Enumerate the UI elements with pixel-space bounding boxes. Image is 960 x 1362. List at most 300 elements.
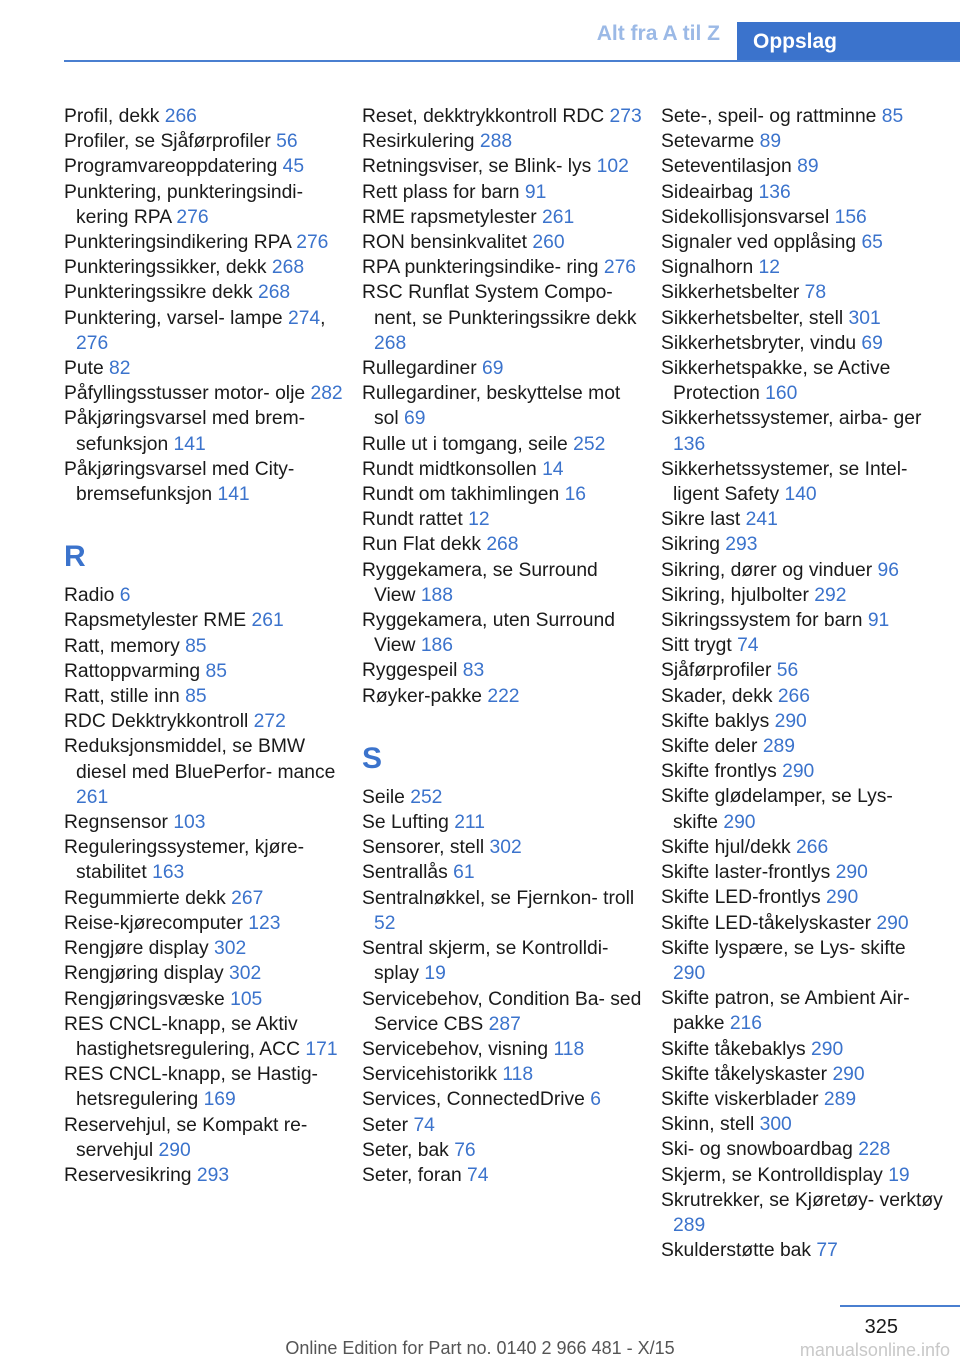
index-term: Signalhorn — [661, 257, 759, 279]
index-term: Run Flat dekk — [362, 534, 487, 556]
index-term: Skifte laster-frontlys — [661, 862, 836, 884]
page-reference-link[interactable]: 188 — [420, 584, 453, 606]
page-reference-link[interactable]: 69 — [482, 358, 504, 380]
index-entry — [362, 1087, 644, 1112]
index-term: Skifte lyspære, se Lys‐ skifte — [661, 937, 906, 959]
page-reference-link[interactable]: 61 — [453, 862, 475, 884]
index-entry — [661, 1062, 943, 1087]
index-entry — [64, 608, 346, 633]
index-entry — [64, 734, 346, 810]
index-term: Skrutrekker, se Kjøretøy‐ verktøy — [661, 1189, 943, 1211]
index-entry — [362, 532, 644, 557]
index-entry — [362, 1163, 644, 1188]
index-entry — [362, 129, 644, 154]
page-reference-link[interactable]: 290 — [826, 887, 859, 909]
page-reference-link[interactable]: 85 — [881, 106, 904, 127]
index-term: Skifte tåkebaklys — [661, 1038, 812, 1060]
page-reference-link[interactable]: 261 — [542, 206, 575, 228]
index-entry — [661, 558, 943, 583]
index-entry — [661, 104, 943, 129]
page-reference-link[interactable]: 266 — [796, 836, 829, 858]
index-letter-heading: S — [362, 741, 383, 775]
index-entry — [64, 634, 346, 659]
index-entry — [64, 936, 346, 961]
page-reference-link[interactable]: 302 — [229, 963, 262, 985]
index-entry — [362, 835, 644, 860]
index-entry — [362, 180, 644, 205]
page-reference-link[interactable]: 141 — [173, 433, 206, 455]
page-reference-link[interactable]: 52 — [374, 912, 396, 934]
index-term: Rengjøringsvæske — [64, 988, 231, 1010]
index-term: Rapsmetylester RME — [64, 610, 252, 632]
index-term: Skifte LED-frontlys — [661, 887, 827, 909]
page-reference-link[interactable]: 171 — [305, 1038, 338, 1060]
index-entry — [362, 104, 644, 129]
page-reference-link[interactable]: 74 — [413, 1114, 435, 1136]
page-reference-link[interactable]: 82 — [109, 358, 131, 380]
page-reference-link[interactable]: 12 — [468, 509, 490, 531]
index-term: Regnsensor — [64, 812, 174, 834]
chapter-tab: Oppslag — [737, 22, 960, 62]
index-entry — [64, 180, 346, 230]
index-term: Røyker-pakke — [362, 685, 488, 707]
footer-rule — [840, 1305, 960, 1307]
index-term: Sikkerhetssystemer, airba‐ ger — [661, 408, 922, 430]
index-term: Skinn, stell — [661, 1114, 760, 1136]
index-entry — [661, 154, 943, 179]
index-letter-heading: R — [64, 540, 86, 574]
page-reference-link[interactable]: 160 — [765, 383, 798, 405]
index-term: Sikkerhetsbryter, vindu — [661, 332, 862, 354]
index-entry — [64, 835, 346, 885]
index-term: Profil, dekk — [64, 106, 165, 127]
index-term: Sikring, hjulbolter — [661, 584, 815, 606]
index-term: Sentral skjerm, se Kontrolldi‐ splay — [362, 938, 609, 985]
index-entry — [64, 911, 346, 936]
page-reference-link[interactable]: 16 — [564, 484, 587, 506]
index-term: Seter — [362, 1114, 414, 1136]
page-reference-link[interactable]: 266 — [777, 685, 810, 707]
index-entry — [64, 356, 346, 381]
page-reference-link[interactable]: 261 — [251, 610, 284, 632]
index-entry — [362, 1037, 644, 1062]
page-reference-link[interactable]: 56 — [776, 660, 799, 682]
index-entry — [661, 1112, 943, 1137]
page-reference-link[interactable]: 163 — [152, 862, 185, 884]
index-term: Skifte viskerblader — [661, 1088, 824, 1110]
index-entry — [64, 810, 346, 835]
index-term: Påkjøringsvarsel med City‐ bremsefunksjon — [64, 458, 295, 506]
page-reference-link[interactable]: 216 — [729, 1013, 762, 1035]
index-entry — [661, 986, 943, 1036]
index-term: Servicebehov, visning — [362, 1038, 554, 1060]
index-entry — [362, 886, 644, 936]
index-term: Skifte frontlys — [661, 761, 783, 783]
page-reference-link[interactable]: 273 — [609, 106, 642, 127]
index-term: RES CNCL-knapp, se Aktiv hastighetsregulering, ACC — [64, 1013, 306, 1060]
index-entry — [64, 886, 346, 911]
index-entry — [661, 356, 943, 406]
index-entry — [362, 154, 644, 179]
index-entry — [64, 154, 346, 179]
index-entry — [661, 911, 943, 936]
page-reference-link[interactable]: 292 — [814, 584, 847, 606]
page-reference-link[interactable]: 287 — [488, 1013, 521, 1035]
index-term: Skifte tåkelyskaster — [661, 1063, 833, 1085]
index-entry — [661, 860, 943, 885]
index-term: Services, ConnectedDrive — [362, 1089, 591, 1111]
page-reference-link[interactable]: 268 — [271, 257, 305, 279]
page-reference-link[interactable]: 105 — [230, 988, 263, 1010]
page-reference-link[interactable]: 276 — [76, 332, 109, 354]
index-entry — [661, 608, 943, 633]
index-entry — [64, 129, 346, 154]
index-term: Seter, bak — [362, 1139, 455, 1161]
page-reference-link[interactable]: 169 — [203, 1089, 236, 1111]
page-reference-link[interactable]: 290 — [723, 811, 756, 833]
index-term: RDC Dekktrykkontroll — [64, 711, 254, 733]
index-entry — [661, 280, 943, 305]
index-entry — [362, 810, 644, 835]
index-entry — [64, 987, 346, 1012]
page-reference-link[interactable]: 56 — [276, 131, 298, 153]
index-term: Sikkerhetsbelter — [661, 282, 805, 304]
index-entry — [64, 1163, 346, 1188]
index-term: Sikkerhetssystemer, se Intel‐ ligent Safety — [661, 458, 908, 506]
page-reference-link[interactable]: 290 — [811, 1038, 844, 1060]
page-reference-link[interactable]: 14 — [542, 458, 564, 480]
page-reference-link[interactable]: 69 — [861, 332, 883, 354]
index-term: Påkjøringsvarsel med brem‐ sefunksjon — [64, 408, 306, 455]
index-term: Profiler, se Sjåførprofiler — [64, 131, 277, 153]
page-reference-link[interactable]: 6 — [590, 1089, 601, 1111]
page-reference-link[interactable]: 78 — [804, 282, 827, 304]
index-term: Sete-, speil- og rattminne — [661, 106, 882, 127]
page-reference-link[interactable]: 228 — [858, 1139, 891, 1161]
page-reference-link[interactable]: 77 — [816, 1240, 838, 1262]
index-entry — [661, 784, 943, 834]
index-term: Sentrallås — [362, 862, 454, 884]
index-term: Skjerm, se Kontrolldisplay — [661, 1164, 889, 1186]
index-entry — [64, 406, 346, 456]
page-reference-link[interactable]: 268 — [257, 282, 291, 304]
index-entry — [362, 1062, 644, 1087]
index-term: Skifte hjul/dekk — [661, 836, 797, 858]
page-reference-link[interactable]: 45 — [282, 156, 305, 178]
index-term: Reservesikring — [64, 1164, 197, 1186]
index-term: Rundt midtkonsollen — [362, 458, 543, 480]
page-reference-link[interactable]: 12 — [758, 257, 780, 279]
index-term: Sidekollisjonsvarsel — [661, 206, 835, 228]
index-term: Pute — [64, 358, 110, 380]
index-term: Sikkerhetsbelter, stell — [661, 307, 849, 329]
index-entry — [661, 507, 943, 532]
page-reference-link[interactable]: 19 — [888, 1164, 910, 1186]
page-reference-link[interactable]: 136 — [673, 433, 706, 455]
index-entry — [362, 785, 644, 810]
page-reference-link[interactable]: 274 — [287, 307, 321, 329]
page-reference-link[interactable]: 91 — [524, 181, 547, 203]
index-term: Punkteringssikre dekk — [64, 282, 258, 304]
page-reference-link[interactable]: 289 — [823, 1088, 857, 1110]
index-term: Ryggespeil — [362, 660, 463, 682]
index-entry — [64, 583, 346, 608]
page-header — [0, 0, 960, 64]
index-entry — [64, 230, 346, 255]
index-term: RME rapsmetylester — [362, 206, 542, 228]
index-term: RSC Runflat System Compo‐ nent, se Punkteringssikre dekk — [362, 282, 637, 329]
index-term: Rulle ut i tomgang, seile — [362, 433, 574, 455]
index-entry — [362, 356, 644, 381]
page-reference-link[interactable]: 141 — [217, 484, 250, 506]
page-reference-link[interactable]: 266 — [164, 106, 197, 127]
page-reference-link[interactable]: 290 — [782, 761, 815, 783]
page-reference-link[interactable]: 268 — [486, 534, 519, 556]
index-entry — [64, 104, 346, 129]
index-term: Reise-kjørecomputer — [64, 912, 249, 934]
index-term: Rattoppvarming — [64, 660, 206, 682]
page-reference-link[interactable]: 89 — [759, 131, 782, 153]
index-entry — [362, 1113, 644, 1138]
index-term: RON bensinkvalitet — [362, 232, 533, 254]
index-entry — [661, 633, 943, 658]
index-entry — [64, 457, 346, 507]
index-term: Rett plass for barn — [362, 181, 525, 203]
index-entry — [661, 255, 943, 280]
index-entry — [661, 1163, 943, 1188]
page-reference-link[interactable]: 276 — [296, 232, 329, 254]
index-entry — [362, 987, 644, 1037]
index-entry — [362, 684, 644, 709]
page-reference-link[interactable]: 282 — [310, 383, 343, 405]
page-reference-link[interactable]: 123 — [248, 912, 281, 934]
page-reference-link[interactable]: 85 — [185, 635, 207, 657]
index-term: Sikring — [661, 534, 726, 556]
index-entry: Punktering, varsel‐ lampe 274, 276 — [64, 307, 326, 354]
index-term: Reduksjonsmiddel, se BMW diesel med BluePerfor‐ mance — [64, 736, 336, 783]
index-entry — [661, 457, 943, 507]
index-entry — [661, 709, 943, 734]
index-term: Sitt trygt — [661, 635, 738, 657]
index-term: Sikring, dører og vinduer — [661, 559, 878, 581]
page-reference-link[interactable]: 118 — [502, 1064, 534, 1086]
section-title: Alt fra A til Z — [596, 22, 720, 45]
page-reference-link[interactable]: 289 — [762, 736, 795, 758]
index-term: Rullegardiner — [362, 358, 483, 380]
index-entry — [661, 180, 943, 205]
page-reference-link[interactable]: 290 — [673, 962, 706, 984]
index-entry — [362, 432, 644, 457]
index-term: Ski- og snowboardbag — [661, 1139, 859, 1161]
page-reference-link[interactable]: 302 — [489, 837, 522, 859]
page-reference-link[interactable]: 222 — [487, 685, 520, 707]
page-reference-link[interactable]: 6 — [119, 585, 131, 607]
page-reference-link[interactable]: 65 — [861, 232, 883, 254]
index-term: Ratt, memory — [64, 635, 186, 657]
index-entry — [661, 759, 943, 784]
index-entry — [64, 1012, 346, 1062]
index-term: Retningsviser, se Blink‐ lys — [362, 156, 597, 178]
page-number: 325 — [864, 1316, 898, 1338]
page-reference-link[interactable]: 276 — [603, 257, 637, 279]
index-entry — [64, 1062, 346, 1112]
page-reference-link[interactable]: 261 — [76, 786, 109, 808]
page-reference-link[interactable]: 268 — [374, 332, 407, 354]
index-term: Skifte deler — [661, 736, 763, 758]
index-term: Ryggekamera, uten Surround View — [362, 610, 615, 657]
index-term: Rengjøring display — [64, 963, 230, 985]
index-term: Rengjøre display — [64, 938, 215, 960]
page-reference-link[interactable]: 91 — [867, 610, 890, 632]
index-entry — [661, 306, 943, 331]
index-term: Skifte LED-tåkelyskaster — [661, 912, 877, 934]
page-reference-link[interactable]: 118 — [553, 1038, 585, 1060]
page-reference-link[interactable]: 156 — [834, 206, 867, 228]
index-entry — [362, 457, 644, 482]
page-reference-link[interactable]: 290 — [158, 1139, 191, 1161]
index-term: Se Lufting — [362, 812, 455, 834]
index-term: Servicehistorikk — [362, 1064, 503, 1086]
index-entry — [64, 1113, 346, 1163]
index-term: Reguleringssystemer, kjøre‐ stabilitet — [64, 837, 305, 884]
index-term: Radio — [64, 585, 120, 607]
page-reference-link[interactable]: 267 — [231, 887, 264, 909]
index-term: Seile — [362, 786, 411, 808]
index-entry — [661, 885, 943, 910]
index-entry — [661, 532, 943, 557]
index-term: Sjåførprofiler — [661, 660, 777, 682]
index-term: Sensorer, stell — [362, 837, 490, 859]
index-term: Skifte glødelamper, se Lys‐ skifte — [661, 786, 893, 833]
index-entry — [362, 280, 644, 356]
page-reference-link[interactable]: 69 — [404, 408, 426, 430]
index-entry — [362, 230, 644, 255]
page-reference-link[interactable]: 252 — [573, 433, 606, 455]
page-reference-link[interactable]: 290 — [832, 1063, 865, 1085]
page-reference-link[interactable]: 290 — [774, 710, 807, 732]
header-rule — [64, 60, 960, 62]
page-reference-link[interactable]: 74 — [467, 1164, 489, 1186]
page-reference-link[interactable]: 85 — [185, 686, 207, 708]
page-reference-link[interactable]: 260 — [532, 232, 565, 254]
index-term: Seter, foran — [362, 1164, 468, 1186]
page-reference-link[interactable]: 83 — [462, 660, 485, 682]
index-entry — [362, 482, 644, 507]
page-reference-link[interactable]: 102 — [596, 156, 629, 178]
index-term: Sentralnøkkel, se Fjernkon‐ troll — [362, 887, 635, 909]
index-entry — [661, 1037, 943, 1062]
index-entry — [362, 381, 644, 431]
index-entry — [64, 280, 346, 305]
index-term: Ryggekamera, se Surround View — [362, 559, 598, 606]
index-term: Seteventilasjon — [661, 156, 798, 178]
page-reference-link[interactable]: 96 — [877, 559, 899, 581]
index-entry — [661, 1238, 943, 1263]
index-entry — [661, 331, 943, 356]
watermark: manualsonline.info — [799, 1340, 950, 1360]
index-entry — [362, 1138, 644, 1163]
index-entry — [661, 658, 943, 683]
page-reference-link[interactable]: 19 — [424, 963, 446, 985]
page-reference-link[interactable]: 290 — [876, 912, 909, 934]
page-reference-link[interactable]: 290 — [835, 862, 868, 884]
index-entry — [661, 583, 943, 608]
index-column-2 — [362, 104, 644, 1188]
index-entry — [661, 936, 943, 986]
index-entry — [362, 205, 644, 230]
index-entry — [661, 205, 943, 230]
index-entry — [64, 709, 346, 734]
page-reference-link[interactable]: 89 — [797, 156, 819, 178]
page-reference-link[interactable]: 293 — [196, 1164, 230, 1186]
index-entry — [661, 1137, 943, 1162]
index-column-1 — [64, 104, 346, 1188]
index-entry — [64, 255, 346, 280]
page-reference-link[interactable]: 289 — [673, 1214, 706, 1236]
page-reference-link[interactable]: 272 — [253, 711, 286, 733]
page-reference-link[interactable]: 186 — [420, 635, 453, 657]
index-entry — [362, 507, 644, 532]
index-term: Setevarme — [661, 131, 760, 153]
page-reference-link[interactable]: 74 — [737, 635, 759, 657]
index-term: Skifte patron, se Ambient Air- pakke — [661, 988, 910, 1035]
page-reference-link[interactable]: 252 — [410, 786, 443, 808]
index-entry — [362, 936, 644, 986]
index-term: Resirkulering — [362, 131, 480, 153]
page-reference-link[interactable]: 136 — [758, 181, 791, 203]
index-term: Punktering, punkteringsindi‐ kering RPA — [64, 181, 304, 228]
page-reference-link[interactable]: 300 — [759, 1114, 792, 1136]
index-term: Sikkerhetspakke, se Active Protection — [661, 358, 891, 405]
index-entry — [362, 860, 644, 885]
page-reference-link[interactable]: 302 — [214, 938, 247, 960]
index-term: Sikre last — [661, 509, 746, 531]
page-reference-link[interactable]: 301 — [848, 307, 881, 329]
index-term: Rundt om takhimlingen — [362, 484, 565, 506]
index-entry — [362, 608, 644, 658]
page-reference-link[interactable]: 288 — [479, 131, 513, 153]
page-reference-link[interactable]: 76 — [454, 1139, 476, 1161]
index-entry — [661, 230, 943, 255]
index-entry — [661, 734, 943, 759]
page-reference-link[interactable]: 211 — [454, 812, 485, 834]
index-term: Signaler ved opplåsing — [661, 232, 862, 254]
page-reference-link[interactable]: 140 — [784, 484, 817, 506]
index-term: Sideairbag — [661, 181, 759, 203]
index-entry — [64, 961, 346, 986]
index-term: Rullegardiner, beskyttelse mot sol — [362, 383, 621, 430]
page-reference-link[interactable]: 276 — [176, 206, 209, 228]
index-entry — [661, 1188, 943, 1238]
index-term: Reservehjul, se Kompakt re‐ servehjul — [64, 1114, 308, 1161]
index-term: RES CNCL-knapp, se Hastig‐ hetsregulering — [64, 1064, 318, 1111]
index-term: Regummierte dekk — [64, 887, 232, 909]
index-term: Reset, dekktrykkontroll RDC — [362, 106, 610, 127]
page-reference-link[interactable]: 85 — [205, 660, 227, 682]
index-entry — [64, 659, 346, 684]
index-term: Ratt, stille inn — [64, 686, 186, 708]
page-reference-link[interactable]: 241 — [745, 509, 778, 531]
index-term: Punktering, varsel‐ lampe — [64, 307, 288, 329]
index-entry — [362, 658, 644, 683]
index-entry — [661, 835, 943, 860]
index-term: Skifte baklys — [661, 710, 775, 732]
index-term: Påfyllingsstusser motor‐ olje — [64, 383, 311, 405]
page-reference-link[interactable]: 103 — [173, 812, 206, 834]
page-reference-link[interactable]: 293 — [725, 534, 758, 556]
index-term: Skader, dekk — [661, 685, 778, 707]
index-term: Programvareoppdatering — [64, 156, 283, 178]
